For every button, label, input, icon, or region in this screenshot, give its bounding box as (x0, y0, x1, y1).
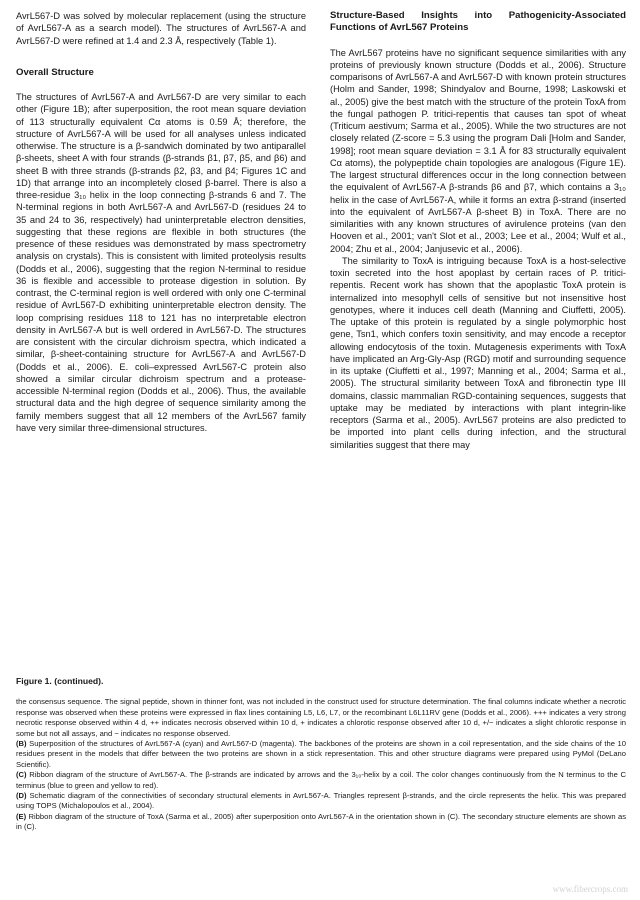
watermark: www.fibercrops.com (552, 884, 628, 894)
left-column (16, 10, 306, 434)
caption-item-label: (B) (16, 739, 27, 749)
caption-item-d (16, 791, 626, 812)
caption-item-c (16, 770, 626, 791)
right-column (330, 10, 626, 451)
spacer (330, 35, 626, 47)
left-paragraph-0: AvrL567-D was solved by molecular replacement (using the structure of AvrL567-A as a search model). The structures of AvrL567-A and AvrL567-D were refined at 1.4 and 2.3 Å, respectively (Table 1). (16, 11, 306, 46)
caption-item-b (16, 739, 626, 770)
left-paragraph-1: The structures of AvrL567-A and AvrL567-D are very similar to each other (Figure 1B); after superposition, the root mean square deviation of 113 structurally equivalent Cα atoms is 0.59 Å; therefore, the structure of AvrL567-A will be used for all analyses unless indicated otherwise. The structure is a β-sandwich dominated by two antiparallel β-sheets, sheet A with four strands (β-strands β1, β7, β5, and β6) and sheet B with three strands (β-strands β2, β3, and β4; Figures 1C and 1D) that arrange into an incompletely closed β-barrel. There is also a three-residue 3₁₀ helix in the loop connecting β-strands 6 and 7. The N-terminal regions in both AvrL567-A and AvrL567-D (residues 24 to 35 and 24 to 36, respectively) had uninterpretable electron densities, suggesting that these regions are flexible in both structures (the presence of these residues was demonstrated by mass spectrometry analysis on crystals). This is consistent with limited proteolysis results (Dodds et al., 2006), suggesting that the region N-terminal to residue 36 is flexible and accessible to protease digestion in solution. By contrast, the C-terminal region is well ordered with only one C-terminal residue of AvrL567-D exhibiting uninterpretable electron density. The loop comprising residues 118 to 121 has no interpretable electron density in AvrL567-A but is well ordered in AvrL567-D. The structures are consistent with the circular dichroism spectra, which indicated a similar, β-sheet-containing structure for AvrL567-A and AvrL567-D (Dodds et al., 2006). E. coli–expressed AvrL567-C protein also showed a similar circular dichroism spectrum and a protease-accessible N-terminal region (Dodds et al., 2006). Thus, the available structural data and the high degree of sequence similarity among the family members suggest that all 12 members of the AvrL567 family have very similar three-dimensional structures. (16, 92, 306, 433)
caption-intro: the consensus sequence. The signal peptide, shown in thinner font, was not included in the construct used for structure determination. The final columns indicate whether a necrotic response was observed when these proteins were expressed in flax lines containing L5, L6, L7, or the recombinant L6L11RV gene (Dodds et al., 2006). +++ indicates a very strong necrotic response observed within 4 d, ++ indicates necrosis observed within 10 d, + indicates a chlorotic response observed after 10 d, +/− indicates a slight chlorotic response in some but not all assays, and − indicates no response observed. (16, 697, 626, 738)
caption-item-text: Ribbon diagram of the structure of ToxA (Sarma et al., 2005) after superposition onto AvrL567-A in the orientation shown in (C). The secondary structure elements are shown as in (C). (16, 811, 626, 832)
right-paragraph-1: The AvrL567 proteins have no significant sequence similarities with any proteins of previously known structure (Dodds et al., 2006). Structure comparisons of AvrL567-A and AvrL567-D with known protein structures (Holm and Sander, 1998; Shindyalov and Bourne, 1998; Laskowski et al., 2005) give the best match with the structure of the protein ToxA from the fungal pathogen P. tritici-repentis that causes tan spot of wheat (Triticum aestivum; Sarma et al., 2005). While the two structures are not closely related (Z-score = 5.3 using the program Dali [Holm and Sander, 1998]; root mean square deviation = 3.1 Å for 83 structurally equivalent Cα atoms), the polypeptide chain topologies are analogous (Figure 1E). The largest structural differences occur in the long connection between the equivalent of AvrL567-A β-strands β6 and β7, which contains a 3₁₀ helix in the case of AvrL567-A, while it forms an extra β-strand (inserted into the equivalent of AvrL567-A β-sheet B) in ToxA. There are no similarities with any known structures of avirulence proteins (van den Hooven et al., 2001; van't Slot et al., 2003; Lee et al., 2004; Wulf et al., 2004; Zhu et al., 2004; Janjusevic et al., 2006). (330, 47, 626, 254)
caption-item-label: (D) (16, 791, 27, 801)
caption-item-label: (C) (16, 770, 27, 780)
caption-title: Figure 1. (continued). (16, 676, 104, 686)
caption-item-label: (E) (16, 811, 27, 821)
right-paragraph-2: The similarity to ToxA is intriguing because ToxA is a host-selective toxin secreted into the host apoplast by certain races of P. tritici-repentis. Recent work has shown that the apoplastic ToxA protein is internalized into mesophyll cells of sensitive but not insensitive host genotypes, where it induces cell death (Manning and Ciuffetti, 2005). The uptake of this protein is regulated by a single polymorphic host gene, Tsn1, which confers toxin sensitivity, and may encode a receptor allowing endocytosis of the toxin. Mutagenesis experiments with ToxA have implicated an Arg-Gly-Asp (RGD) motif and surrounding sequence in its uptake (Ciuffetti et al., 1997; Manning et al., 2004; Sarma et al., 2005). The structural similarity between ToxA and fibronectin type III domains, classic mammalian RGD-containing sequences, suggests that uptake may be mediated by interactions with plant integrin-like receptors (Sarma et al., 2005). AvrL567 proteins are also predicted to be imported into plant cells during infection, and the structural similarities suggest that there may (330, 255, 626, 450)
spacer (16, 79, 306, 91)
caption-item-text: Superposition of the structures of AvrL567-A (cyan) and AvrL567-D (magenta). The backbones of the proteins are shown in a coil representation, and the side chains of the 10 residues present in the models that differ between the two proteins are shown in a stick representation. This and other structure diagrams were prepared using PyMol (DeLano Scientific). (16, 739, 626, 769)
figure-caption (16, 676, 626, 833)
section-heading-overall-structure: Overall Structure (16, 66, 94, 78)
section-heading-structure-insights: Structure-Based Insights into Pathogenicity-Associated Functions of AvrL567 Proteins (330, 10, 626, 34)
spacer (16, 47, 306, 67)
caption-item-text: Ribbon diagram of the structure of AvrL567-A. The β-strands are indicated by arrows and the 3₁₀-helix by a coil. The color changes continuously from the N terminus to the C terminus (blue to green and yellow to red). (16, 770, 626, 790)
caption-item-e (16, 812, 626, 833)
caption-item-text: Schematic diagram of the connectivities of secondary structural elements in AvrL567-A. Triangles represent β-strands, and the circle represents the helix. This was prepared using TOPS (Michalopoulos et al., 2004). (16, 791, 626, 811)
